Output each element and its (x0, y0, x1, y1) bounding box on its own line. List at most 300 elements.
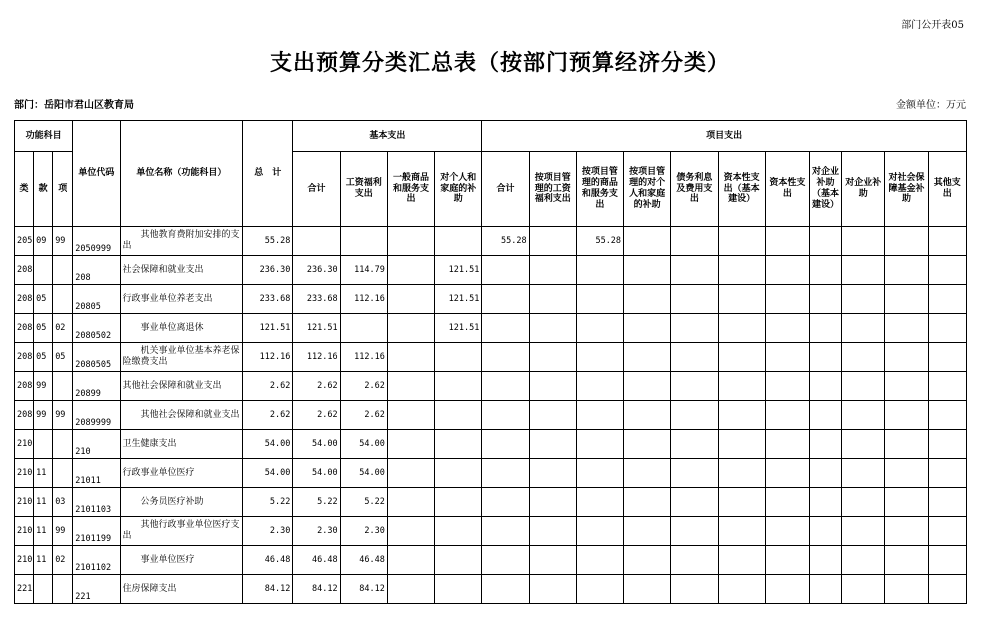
row-project-goods (576, 459, 623, 488)
row-total: 2.62 (243, 401, 293, 430)
table-body (15, 227, 967, 604)
row-project-total (482, 372, 529, 401)
table-row (15, 372, 967, 401)
row-basic-wage: 112.16 (340, 285, 387, 314)
row-empty-cell (928, 488, 966, 517)
row-empty-cell (809, 488, 841, 517)
row-empty-cell (765, 227, 809, 256)
row-total: 233.68 (243, 285, 293, 314)
header-basic-sub: 对个人和家庭的补助 (435, 152, 482, 227)
table-row (15, 517, 967, 546)
row-xiang: 99 (53, 401, 73, 430)
row-project-goods (576, 256, 623, 285)
row-empty-cell (885, 314, 928, 343)
row-empty-cell (671, 343, 718, 372)
row-empty-cell (885, 227, 928, 256)
row-project-goods (576, 285, 623, 314)
row-empty-cell (928, 575, 966, 604)
row-basic-goods (387, 401, 434, 430)
row-project-total (482, 285, 529, 314)
row-basic-total: 233.68 (293, 285, 340, 314)
row-lei: 208 (15, 285, 34, 314)
header-kuan: 款 (34, 152, 53, 227)
row-project-total (482, 256, 529, 285)
row-empty-cell (765, 285, 809, 314)
row-empty-cell (809, 517, 841, 546)
row-empty-cell (718, 546, 765, 575)
row-unit-name: 机关事业单位基本养老保险缴费支出 (120, 343, 243, 372)
row-project-total: 55.28 (482, 227, 529, 256)
row-project-goods (576, 575, 623, 604)
row-basic-total: 2.30 (293, 517, 340, 546)
row-empty-cell (809, 372, 841, 401)
row-xiang: 99 (53, 227, 73, 256)
row-basic-total: 5.22 (293, 488, 340, 517)
row-empty-cell (671, 285, 718, 314)
row-xiang: 02 (53, 314, 73, 343)
table-row (15, 285, 967, 314)
row-empty-cell (885, 401, 928, 430)
row-basic-family: 121.51 (435, 285, 482, 314)
row-xiang (53, 256, 73, 285)
row-empty-cell (809, 285, 841, 314)
row-project-goods: 55.28 (576, 227, 623, 256)
row-project-total (482, 343, 529, 372)
row-empty-cell (765, 575, 809, 604)
row-empty-cell (624, 372, 671, 401)
row-basic-goods (387, 459, 434, 488)
row-lei: 208 (15, 314, 34, 343)
row-empty-cell (624, 256, 671, 285)
row-empty-cell (718, 227, 765, 256)
row-basic-goods (387, 314, 434, 343)
row-lei: 208 (15, 256, 34, 285)
row-empty-cell (842, 488, 885, 517)
row-kuan: 11 (34, 517, 53, 546)
row-kuan: 11 (34, 459, 53, 488)
row-project-goods (576, 343, 623, 372)
row-basic-family (435, 546, 482, 575)
row-basic-goods (387, 227, 434, 256)
row-xiang (53, 285, 73, 314)
header-project-sub: 对企业补助 (842, 152, 885, 227)
row-lei: 210 (15, 488, 34, 517)
row-empty-cell (928, 430, 966, 459)
row-kuan: 99 (34, 401, 53, 430)
header-project-sub: 按项目管理的工资福利支出 (529, 152, 576, 227)
row-project-total (482, 401, 529, 430)
row-empty-cell (809, 314, 841, 343)
header-project-sub: 债务利息及费用支出 (671, 152, 718, 227)
row-basic-goods (387, 488, 434, 517)
row-kuan: 99 (34, 372, 53, 401)
page-title: 支出预算分类汇总表（按部门预算经济分类） (269, 50, 730, 76)
row-total: 121.51 (243, 314, 293, 343)
row-empty-cell (765, 546, 809, 575)
row-empty-cell (885, 372, 928, 401)
row-lei: 208 (15, 401, 34, 430)
document-number: 部门公开表05 (901, 20, 964, 31)
row-project-total (482, 314, 529, 343)
row-xiang (53, 459, 73, 488)
header-project-sub: 合计 (482, 152, 529, 227)
row-unit-code: 2080505 (73, 343, 120, 372)
row-basic-wage (340, 314, 387, 343)
header-basic-sub: 合计 (293, 152, 340, 227)
row-project-wage (529, 285, 576, 314)
row-empty-cell (624, 546, 671, 575)
row-empty-cell (671, 488, 718, 517)
row-xiang (53, 430, 73, 459)
row-unit-code: 20805 (73, 285, 120, 314)
table-row (15, 256, 967, 285)
row-empty-cell (809, 546, 841, 575)
row-basic-wage: 54.00 (340, 430, 387, 459)
row-empty-cell (842, 575, 885, 604)
row-basic-family (435, 575, 482, 604)
row-project-wage (529, 343, 576, 372)
row-xiang (53, 575, 73, 604)
row-basic-total: 112.16 (293, 343, 340, 372)
row-basic-total: 2.62 (293, 372, 340, 401)
row-basic-total: 236.30 (293, 256, 340, 285)
row-unit-name: 事业单位医疗 (120, 546, 243, 575)
row-project-goods (576, 517, 623, 546)
header-total: 总 计 (243, 121, 293, 227)
row-lei: 205 (15, 227, 34, 256)
row-empty-cell (671, 256, 718, 285)
row-unit-name: 社会保障和就业支出 (120, 256, 243, 285)
row-basic-goods (387, 372, 434, 401)
row-project-goods (576, 314, 623, 343)
row-empty-cell (765, 517, 809, 546)
row-total: 54.00 (243, 430, 293, 459)
row-empty-cell (671, 459, 718, 488)
row-project-goods (576, 430, 623, 459)
row-empty-cell (842, 227, 885, 256)
row-unit-code: 2101103 (73, 488, 120, 517)
row-unit-name: 其他教育费附加安排的支出 (120, 227, 243, 256)
row-basic-family (435, 343, 482, 372)
row-empty-cell (671, 517, 718, 546)
row-unit-name: 事业单位离退休 (120, 314, 243, 343)
row-empty-cell (624, 430, 671, 459)
row-unit-name: 行政事业单位医疗 (120, 459, 243, 488)
row-project-wage (529, 227, 576, 256)
row-unit-code: 2080502 (73, 314, 120, 343)
row-basic-total: 84.12 (293, 575, 340, 604)
row-empty-cell (765, 343, 809, 372)
row-empty-cell (842, 343, 885, 372)
row-empty-cell (765, 372, 809, 401)
row-basic-goods (387, 285, 434, 314)
header-project-sub: 按项目管理的商品和服务支出 (576, 152, 623, 227)
header-lei: 类 (15, 152, 34, 227)
row-project-wage (529, 256, 576, 285)
header-project-sub: 资本性支出（基本建设） (718, 152, 765, 227)
row-empty-cell (718, 459, 765, 488)
row-empty-cell (624, 285, 671, 314)
row-kuan (34, 575, 53, 604)
row-project-goods (576, 372, 623, 401)
row-empty-cell (885, 517, 928, 546)
row-project-total (482, 517, 529, 546)
header-basic-sub: 一般商品和服务支出 (387, 152, 434, 227)
row-empty-cell (624, 488, 671, 517)
header-project-sub: 对企业补助（基本建设） (809, 152, 841, 227)
row-empty-cell (718, 285, 765, 314)
row-empty-cell (809, 459, 841, 488)
row-empty-cell (671, 575, 718, 604)
row-total: 55.28 (243, 227, 293, 256)
row-unit-code: 21011 (73, 459, 120, 488)
row-basic-family (435, 430, 482, 459)
row-empty-cell (885, 459, 928, 488)
row-empty-cell (624, 227, 671, 256)
row-empty-cell (842, 430, 885, 459)
row-lei: 210 (15, 430, 34, 459)
header-unit-name: 单位名称（功能科目） (120, 121, 243, 227)
row-xiang: 03 (53, 488, 73, 517)
row-kuan: 11 (34, 546, 53, 575)
row-basic-total (293, 227, 340, 256)
row-empty-cell (885, 343, 928, 372)
row-empty-cell (928, 314, 966, 343)
row-xiang: 99 (53, 517, 73, 546)
row-empty-cell (624, 314, 671, 343)
row-unit-name: 其他社会保障和就业支出 (120, 372, 243, 401)
row-empty-cell (624, 575, 671, 604)
row-basic-goods (387, 575, 434, 604)
row-basic-total: 121.51 (293, 314, 340, 343)
row-basic-total: 46.48 (293, 546, 340, 575)
row-empty-cell (718, 575, 765, 604)
row-basic-family (435, 459, 482, 488)
row-empty-cell (624, 459, 671, 488)
row-unit-code: 208 (73, 256, 120, 285)
row-empty-cell (885, 285, 928, 314)
row-empty-cell (885, 575, 928, 604)
table-row (15, 401, 967, 430)
row-total: 236.30 (243, 256, 293, 285)
row-basic-family (435, 401, 482, 430)
row-project-goods (576, 488, 623, 517)
row-basic-goods (387, 430, 434, 459)
row-empty-cell (842, 546, 885, 575)
row-basic-wage: 84.12 (340, 575, 387, 604)
row-xiang: 05 (53, 343, 73, 372)
row-unit-code: 2101199 (73, 517, 120, 546)
row-basic-wage: 114.79 (340, 256, 387, 285)
header-basic: 基本支出 (293, 121, 482, 152)
row-empty-cell (809, 401, 841, 430)
row-empty-cell (765, 401, 809, 430)
row-project-wage (529, 575, 576, 604)
row-project-total (482, 488, 529, 517)
row-basic-wage: 2.62 (340, 401, 387, 430)
row-empty-cell (718, 314, 765, 343)
header-unit-code: 单位代码 (73, 121, 120, 227)
row-total: 54.00 (243, 459, 293, 488)
row-total: 2.30 (243, 517, 293, 546)
row-empty-cell (928, 256, 966, 285)
row-kuan (34, 256, 53, 285)
row-basic-family (435, 372, 482, 401)
row-lei: 210 (15, 517, 34, 546)
header-project: 项目支出 (482, 121, 967, 152)
row-basic-total: 54.00 (293, 459, 340, 488)
row-kuan (34, 430, 53, 459)
row-unit-name: 公务员医疗补助 (120, 488, 243, 517)
row-empty-cell (718, 372, 765, 401)
row-empty-cell (809, 343, 841, 372)
row-empty-cell (928, 459, 966, 488)
table-row (15, 314, 967, 343)
row-basic-goods (387, 343, 434, 372)
row-project-wage (529, 546, 576, 575)
table-row (15, 488, 967, 517)
row-basic-wage (340, 227, 387, 256)
row-empty-cell (624, 517, 671, 546)
row-empty-cell (809, 227, 841, 256)
row-project-wage (529, 314, 576, 343)
row-basic-family: 121.51 (435, 256, 482, 285)
row-lei: 208 (15, 343, 34, 372)
header-project-sub: 资本性支出 (765, 152, 809, 227)
row-basic-family (435, 227, 482, 256)
row-unit-name: 其他行政事业单位医疗支出 (120, 517, 243, 546)
row-empty-cell (765, 488, 809, 517)
table-row (15, 343, 967, 372)
header-project-sub: 对社会保障基金补助 (885, 152, 928, 227)
row-unit-code: 2050999 (73, 227, 120, 256)
row-empty-cell (842, 401, 885, 430)
row-empty-cell (885, 488, 928, 517)
row-basic-wage: 54.00 (340, 459, 387, 488)
row-empty-cell (671, 401, 718, 430)
row-unit-code: 221 (73, 575, 120, 604)
row-project-wage (529, 372, 576, 401)
row-empty-cell (624, 401, 671, 430)
row-basic-goods (387, 546, 434, 575)
row-basic-family: 121.51 (435, 314, 482, 343)
row-kuan: 09 (34, 227, 53, 256)
row-basic-wage: 2.30 (340, 517, 387, 546)
row-empty-cell (718, 488, 765, 517)
row-xiang: 02 (53, 546, 73, 575)
row-empty-cell (809, 575, 841, 604)
table-row (15, 227, 967, 256)
row-empty-cell (765, 256, 809, 285)
row-empty-cell (809, 256, 841, 285)
row-unit-code: 20899 (73, 372, 120, 401)
row-empty-cell (928, 546, 966, 575)
row-empty-cell (928, 343, 966, 372)
row-kuan: 11 (34, 488, 53, 517)
row-kuan: 05 (34, 343, 53, 372)
row-empty-cell (842, 285, 885, 314)
row-project-wage (529, 517, 576, 546)
row-lei: 210 (15, 546, 34, 575)
row-empty-cell (765, 314, 809, 343)
row-empty-cell (765, 430, 809, 459)
row-basic-goods (387, 256, 434, 285)
expenditure-table (14, 120, 967, 604)
row-empty-cell (842, 517, 885, 546)
row-empty-cell (928, 372, 966, 401)
row-total: 112.16 (243, 343, 293, 372)
row-empty-cell (671, 372, 718, 401)
amount-unit-label: 金额单位：万元 (896, 100, 966, 111)
row-basic-wage: 112.16 (340, 343, 387, 372)
row-empty-cell (809, 430, 841, 459)
row-unit-name: 其他社会保障和就业支出 (120, 401, 243, 430)
row-basic-family (435, 517, 482, 546)
header-basic-sub: 工资福利支出 (340, 152, 387, 227)
row-unit-code: 210 (73, 430, 120, 459)
row-total: 84.12 (243, 575, 293, 604)
row-basic-family (435, 488, 482, 517)
row-empty-cell (928, 285, 966, 314)
row-unit-code: 2101102 (73, 546, 120, 575)
row-empty-cell (842, 372, 885, 401)
row-empty-cell (885, 256, 928, 285)
row-project-total (482, 546, 529, 575)
row-empty-cell (671, 314, 718, 343)
row-total: 2.62 (243, 372, 293, 401)
row-unit-name: 行政事业单位养老支出 (120, 285, 243, 314)
row-basic-wage: 5.22 (340, 488, 387, 517)
row-basic-total: 54.00 (293, 430, 340, 459)
row-empty-cell (842, 256, 885, 285)
table-row (15, 546, 967, 575)
table-row (15, 575, 967, 604)
row-project-wage (529, 459, 576, 488)
row-unit-name: 卫生健康支出 (120, 430, 243, 459)
row-empty-cell (928, 517, 966, 546)
row-project-total (482, 430, 529, 459)
row-project-wage (529, 401, 576, 430)
header-func-subject: 功能科目 (15, 121, 73, 152)
row-empty-cell (928, 227, 966, 256)
row-project-goods (576, 546, 623, 575)
row-xiang (53, 372, 73, 401)
row-project-total (482, 459, 529, 488)
row-empty-cell (842, 314, 885, 343)
row-basic-goods (387, 517, 434, 546)
row-empty-cell (718, 430, 765, 459)
row-empty-cell (718, 401, 765, 430)
row-project-goods (576, 401, 623, 430)
row-kuan: 05 (34, 285, 53, 314)
table-row (15, 459, 967, 488)
row-total: 46.48 (243, 546, 293, 575)
row-empty-cell (718, 343, 765, 372)
row-lei: 221 (15, 575, 34, 604)
row-empty-cell (842, 459, 885, 488)
row-empty-cell (671, 430, 718, 459)
department-label: 部门：岳阳市君山区教育局 (14, 100, 134, 111)
table-row (15, 430, 967, 459)
header-project-sub: 按项目管理的对个人和家庭的补助 (624, 152, 671, 227)
row-project-wage (529, 488, 576, 517)
row-basic-wage: 46.48 (340, 546, 387, 575)
row-project-wage (529, 430, 576, 459)
row-empty-cell (765, 459, 809, 488)
row-empty-cell (718, 517, 765, 546)
row-empty-cell (718, 256, 765, 285)
row-empty-cell (671, 546, 718, 575)
